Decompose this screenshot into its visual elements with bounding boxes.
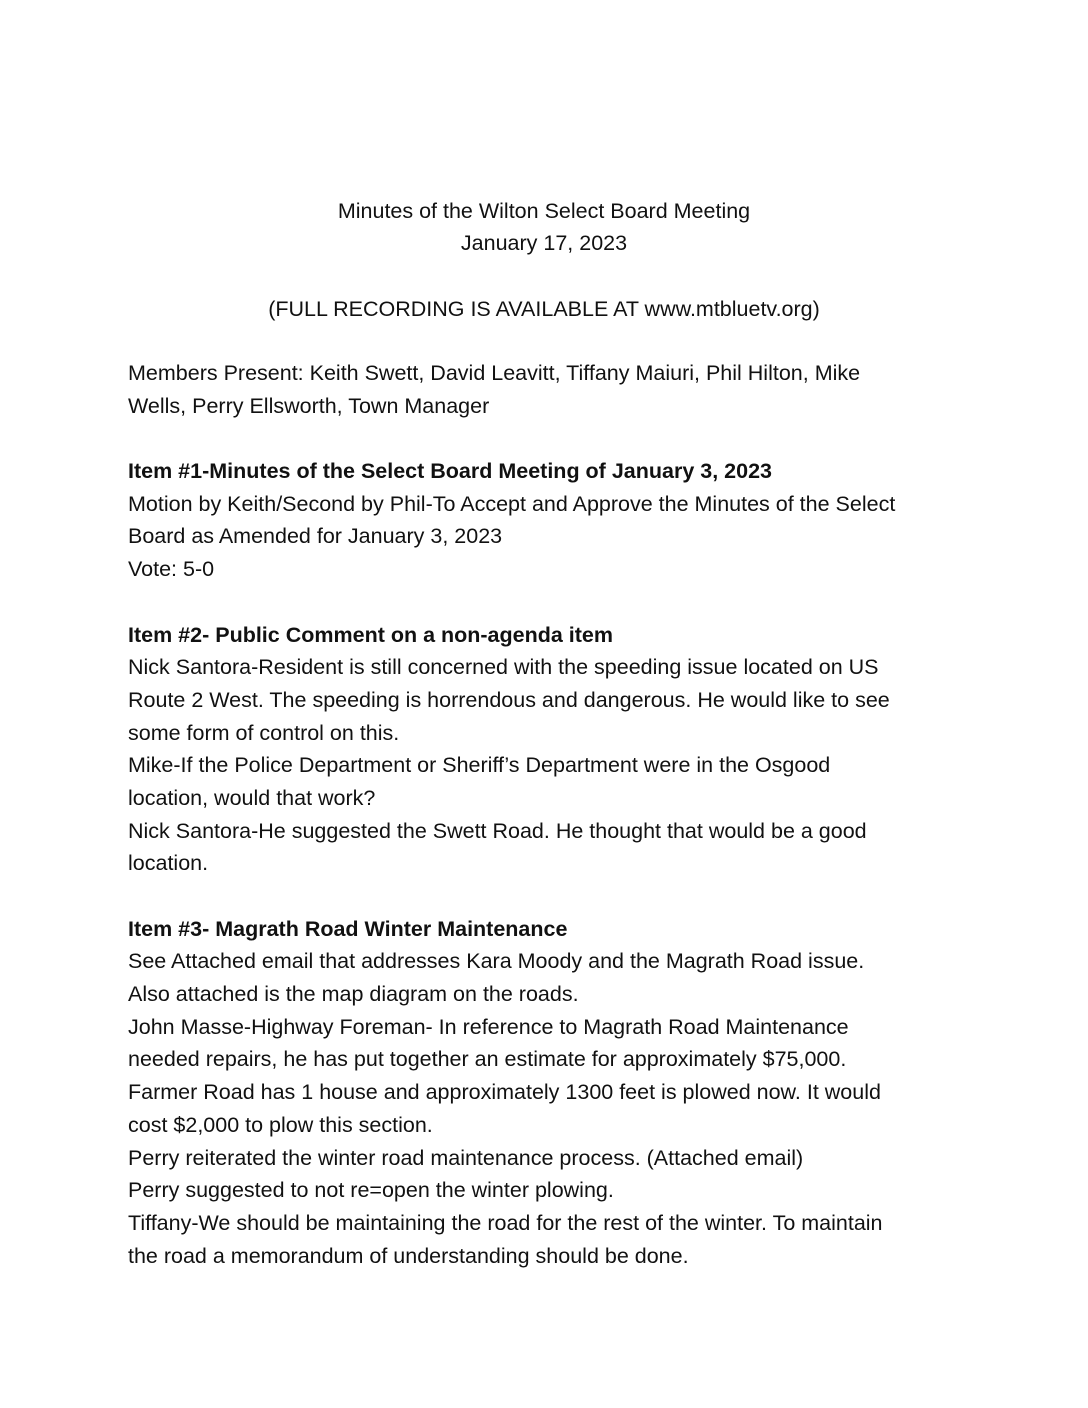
agenda-item-2	[128, 619, 968, 881]
recording-note: (FULL RECORDING IS AVAILABLE AT www.mtbluetv.org)	[268, 297, 820, 321]
item-heading: Item #1-Minutes of the Select Board Meeting of January 3, 2023	[128, 459, 772, 484]
item-vote-line: Vote: 5-0	[128, 557, 215, 582]
item-text-line: needed repairs, he has put together an estimate for approximately $75,000.	[128, 1047, 847, 1072]
item-text-line: Also attached is the map diagram on the roads.	[128, 982, 579, 1007]
agenda-item-1	[128, 455, 968, 586]
item-text-line: See Attached email that addresses Kara Moody and the Magrath Road issue.	[128, 949, 865, 974]
item-text-line: cost $2,000 to plow this section.	[128, 1112, 433, 1137]
item-text-line: Board as Amended for January 3, 2023	[128, 524, 503, 549]
item-text-line: Motion by Keith/Second by Phil-To Accept and Approve the Minutes of the Select	[128, 491, 896, 516]
item-text-line: Perry reiterated the winter road maintenance process. (Attached email)	[128, 1145, 804, 1170]
item-text-line: the road a memorandum of understanding should be done.	[128, 1243, 689, 1268]
item-text-line: Mike-If the Police Department or Sheriff’s Department were in the Osgood	[128, 753, 831, 778]
item-text-line: John Masse-Highway Foreman- In reference to Magrath Road Maintenance	[128, 1014, 849, 1039]
agenda-item-3	[128, 913, 968, 1273]
meeting-date: January 17, 2023	[460, 231, 628, 255]
item-heading: Item #2- Public Comment on a non-agenda item	[128, 622, 614, 647]
members-line: Members Present: Keith Swett, David Leavitt, Tiffany Maiuri, Phil Hilton, Mike	[128, 361, 861, 385]
item-text-line: Perry suggested to not re=open the winter plowing.	[128, 1178, 614, 1203]
members-present	[128, 357, 968, 422]
spacer	[128, 880, 968, 913]
item-text-line: Nick Santora-He suggested the Swett Road. He thought that would be a good	[128, 818, 867, 843]
item-text-line: location.	[128, 851, 209, 876]
spacer	[128, 586, 968, 619]
item-text-line: Tiffany-We should be maintaining the road for the rest of the winter. To maintain	[128, 1210, 883, 1235]
spacer	[128, 422, 968, 455]
item-text-line: some form of control on this.	[128, 720, 400, 745]
item-text-line: Farmer Road has 1 house and approximately 1300 feet is plowed now. It would	[128, 1080, 881, 1105]
item-text-line: Route 2 West. The speeding is horrendous and dangerous. He would like to see	[128, 687, 890, 712]
item-text-line: location, would that work?	[128, 785, 376, 810]
item-text-line: Nick Santora-Resident is still concerned with the speeding issue located on US	[128, 655, 879, 680]
document-title: Minutes of the Wilton Select Board Meeting	[337, 199, 751, 223]
members-line: Wells, Perry Ellsworth, Town Manager	[128, 393, 490, 418]
minutes-body	[128, 357, 968, 1272]
item-heading: Item #3- Magrath Road Winter Maintenance	[128, 916, 568, 941]
